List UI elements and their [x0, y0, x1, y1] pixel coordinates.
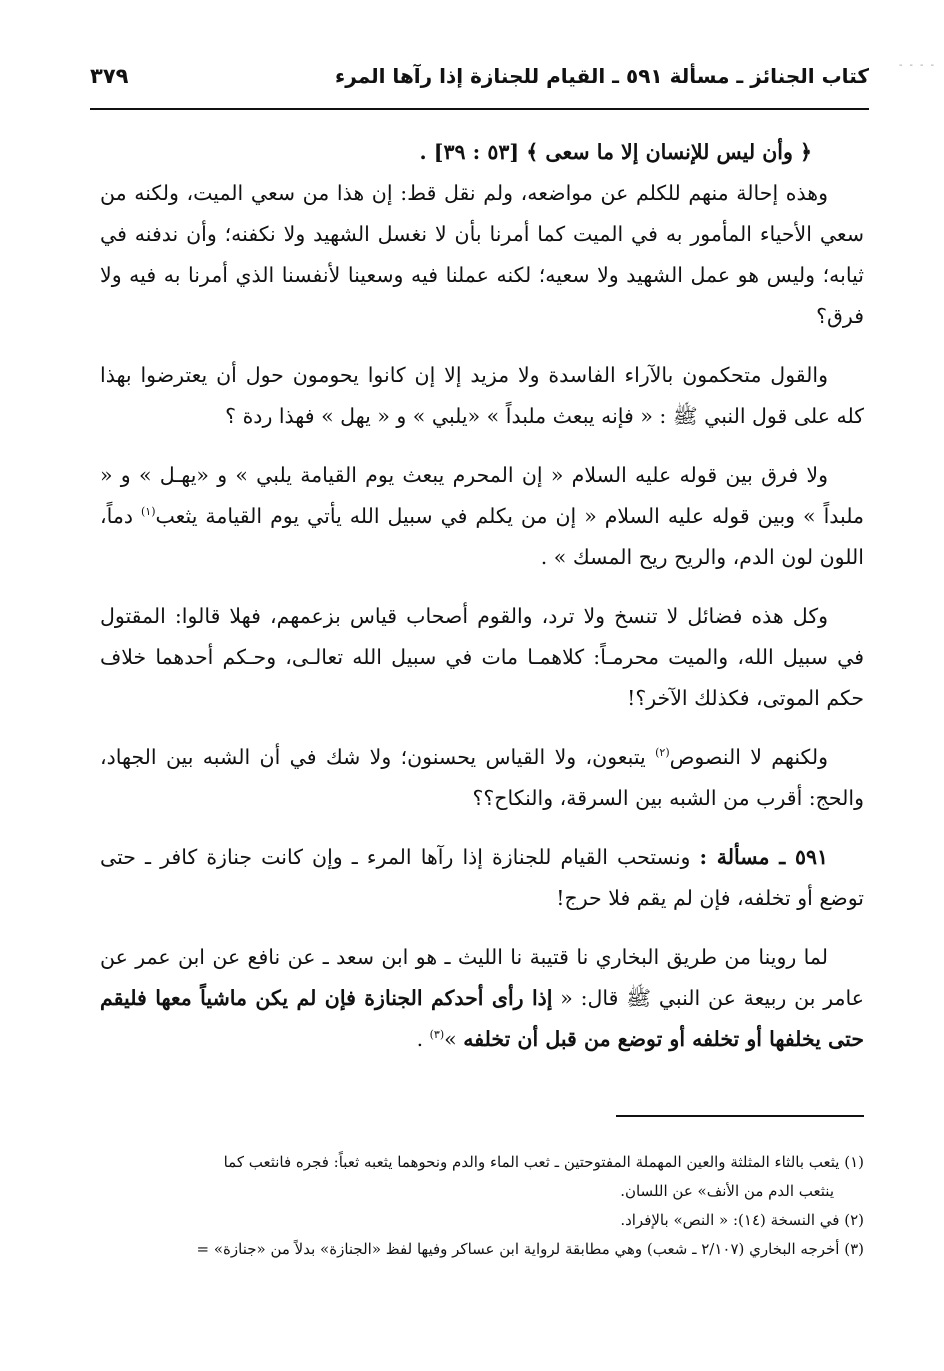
- masala-label: ٥٩١ ـ مسألة :: [699, 845, 828, 869]
- footnote-ref-3: (٣): [429, 1028, 445, 1042]
- scan-mark: - - - -: [898, 60, 936, 71]
- paragraph-4: وكل هذه فضائل لا تنسخ ولا ترد، والقوم أصحاب قياس بزعمهم، فهلا قالوا: المقتول في سبيل الله، والميت محرمـاً: كلاهمـا مات في سبيل الله تعالـى، وحـكم أحدهما خلاف حكم الموتى، فكذلك الآخر؟!: [100, 604, 864, 710]
- paragraph-hadith: [100, 937, 864, 1060]
- paragraph-3-text-b: دماً، اللون لون الدم، والريح ريح المسك » .: [100, 504, 864, 569]
- paragraph-5: [100, 737, 864, 819]
- paragraph-1: وهذه إحالة منهم للكلم عن مواضعه، ولم نقل قط: إن هذا من سعي الميت، ولكنه من سعي الأحياء المأمور به في الميت كما أمرنا بأن لا نغسل الشهيد ولا نكفنه؛ وأن ندفنه في ثيابه؛ وليس هو عمل الشهيد ولا سعيه؛ لكنه عملنا فيه وسعينا لأنفسنا الذي أمرنا به فيه ولا فرق؟: [100, 181, 864, 328]
- footnote-1-continued: ينثعب الدم من الأنف» عن اللسان.: [620, 1182, 834, 1200]
- main-text: [100, 132, 864, 1078]
- header-rule: [90, 108, 869, 110]
- footnote-3: (٣) أخرجه البخاري (٢/١٠٧ ـ شعب) وهي مطابقة لرواية ابن عساكر وفيها لفظ «الجنازة» بدلاً من «جنازة» =: [196, 1240, 864, 1258]
- hadith-end: .: [416, 1027, 430, 1051]
- footnotes: [78, 1148, 864, 1264]
- masala-paragraph: [100, 837, 864, 919]
- footnote-ref-1: (١): [140, 505, 156, 519]
- masala-text: ونستحب القيام للجنازة إذا رآها المرء ـ وإن كانت جنازة كافر ـ حتى توضع أو تخلفه، فإن لم يقم فلا حرج!: [100, 845, 864, 910]
- paragraph-2: والقول متحكمون بالآراء الفاسدة ولا مزيد إلا إن كانوا يحومون حول أن يعترضوا بهذا كله على قول النبي ﷺ : « فإنه يبعث ملبداً » «يلبي » و « يهل » فهذا ردة ؟: [100, 363, 864, 428]
- header-title: كتاب الجنائز ـ مسألة ٥٩١ ـ القيام للجنازة إذا رآها المرء: [335, 64, 869, 88]
- page-number: ٣٧٩: [90, 64, 129, 88]
- paragraph-5-text-a: ولكنهم لا النصوص: [669, 745, 829, 769]
- paragraph-3: [100, 455, 864, 578]
- running-header: [90, 58, 869, 94]
- footnote-2: (٢) في النسخة (١٤): « النص» بالإفراد.: [620, 1211, 864, 1229]
- hadith-close: »: [444, 1027, 464, 1051]
- paragraph-3-text-a: ولا فرق بين قوله عليه السلام « إن المحرم يبعث يوم القيامة يلبي » و «يهـل » و « ملبداً » وبين قوله عليه السلام « إن من يكلم في سبيل الله يأتي يوم القيامة يثعب: [100, 463, 864, 528]
- footnote-rule: [616, 1115, 864, 1117]
- quran-verse: ﴿ وأن ليس للإنسان إلا ما سعى ﴾ [٥٣ : ٣٩] .: [419, 140, 812, 164]
- hadith-text: إذا رأى أحدكم الجنازة فإن لم يكن ماشياً معها فليقم حتى يخلفها أو تخلفه أو توضع من قبل أن تخلفه: [100, 986, 864, 1051]
- hadith-chain: لما روينا من طريق البخاري نا قتيبة نا الليث ـ هو ابن سعد ـ عن نافع عن ابن عمر عن عامر بن ربيعة عن النبي ﷺ قال: «: [100, 945, 865, 1010]
- paragraph-5-text-b: يتبعون، ولا القياس يحسنون؛ ولا شك في أن الشبه بين الجهاد، والحج: أقرب من الشبه بين السرقة، والنكاح؟؟: [100, 745, 864, 810]
- footnote-1: (١) يثعب بالثاء المثلثة والعين المهملة المفتوحتين ـ ثعب الماء والدم ونحوهما يثعبه ثعباً: فجره فانثعب كما: [223, 1153, 864, 1171]
- footnote-ref-2: (٢): [655, 746, 670, 760]
